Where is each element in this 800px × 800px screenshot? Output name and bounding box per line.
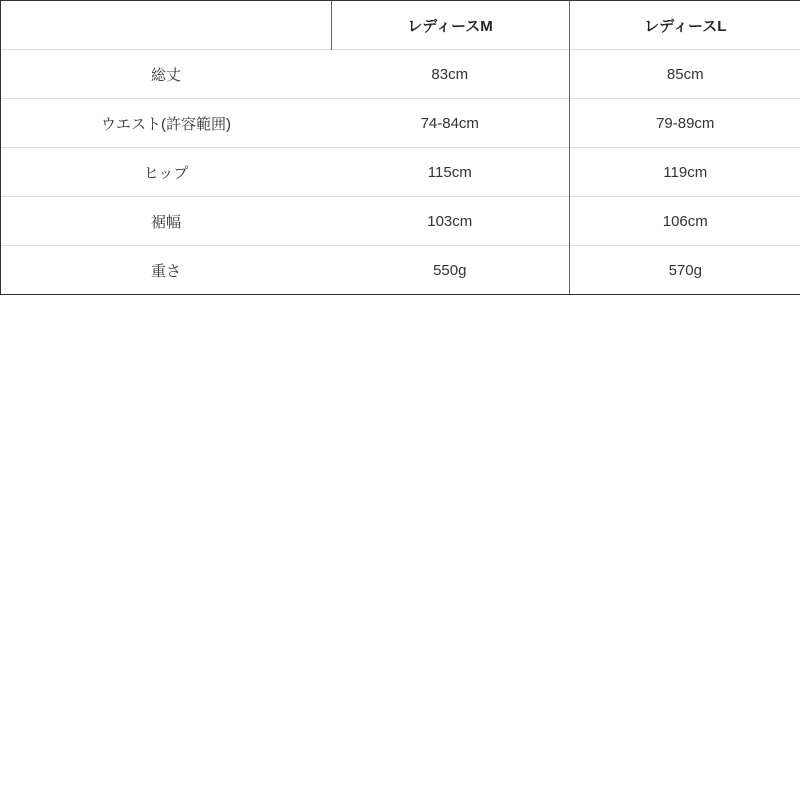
- header-cell-measurement: [1, 1, 331, 50]
- cell-size-m-value: 550g: [331, 246, 569, 295]
- cell-size-l-value: 106cm: [569, 197, 800, 246]
- cell-size-l-value: 119cm: [569, 148, 800, 197]
- row-label: ヒップ: [1, 148, 331, 197]
- cell-size-l-value: 85cm: [569, 50, 800, 99]
- table-row-hem-width: [1, 197, 800, 246]
- table-header-row: [1, 1, 800, 50]
- header-cell-size-m: レディースM: [331, 1, 569, 50]
- table-row-waist: [1, 99, 800, 148]
- row-label: 裾幅: [1, 197, 331, 246]
- size-chart-container: [0, 0, 800, 295]
- cell-size-m-value: 115cm: [331, 148, 569, 197]
- size-chart-table: [1, 1, 800, 294]
- cell-size-l-value: 570g: [569, 246, 800, 295]
- table-row-weight: [1, 246, 800, 295]
- table-row-hip: [1, 148, 800, 197]
- cell-size-m-value: 74-84cm: [331, 99, 569, 148]
- row-label: 重さ: [1, 246, 331, 295]
- row-label: 総丈: [1, 50, 331, 99]
- cell-size-m-value: 83cm: [331, 50, 569, 99]
- header-cell-size-l: レディースL: [569, 1, 800, 50]
- cell-size-m-value: 103cm: [331, 197, 569, 246]
- row-label: ウエスト(許容範囲): [1, 99, 331, 148]
- table-row-total-length: [1, 50, 800, 99]
- cell-size-l-value: 79-89cm: [569, 99, 800, 148]
